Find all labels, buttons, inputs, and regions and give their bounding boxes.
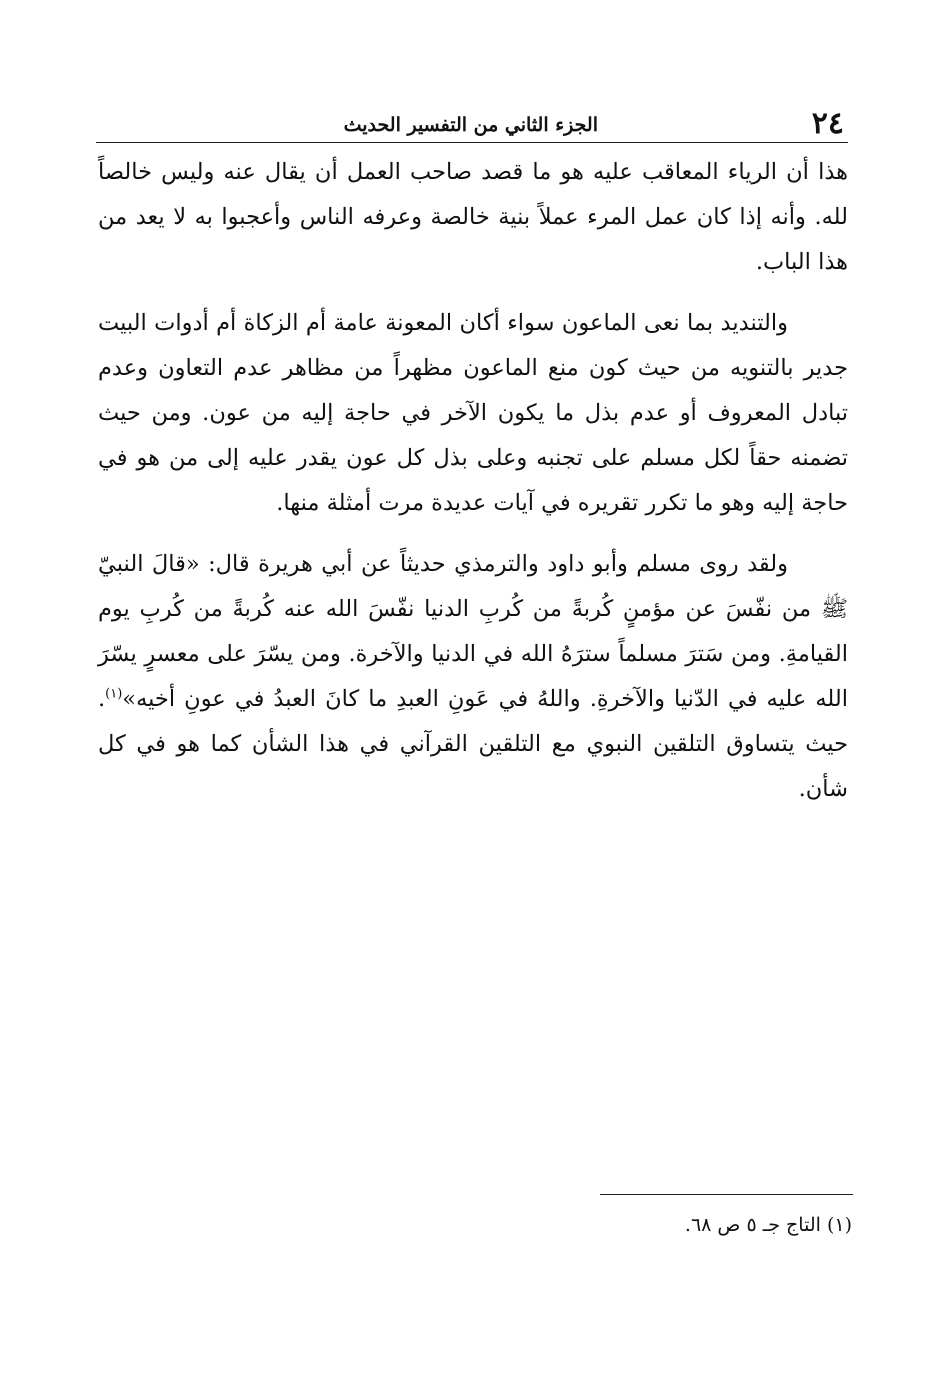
hadith-text: ولقد روى مسلم وأبو داود والترمذي حديثاً عن أبي هريرة قال: «قالَ النبيّ ﷺ من نفّسَ عن مؤمنٍ كُربةً من كُربِ الدنيا نفّسَ الله عنه كُربةً من كُربِ يوم القيامةِ. ومن سَترَ مسلماً سترَهُ الله في الدنيا والآخرة. ومن يسّرَ على معسرٍ يسّرَ الله عليه في الدّنيا والآخرةِ. واللهُ في عَونِ العبدِ ما كانَ العبدُ في عونِ أخيه» [98,551,848,712]
body-text [98,150,848,828]
running-title: الجزء الثاني من التفسير الحديث [343,114,598,136]
paragraph-1: هذا أن الرياء المعاقب عليه هو ما قصد صاحب العمل أن يقال عنه وليس خالصاً لله. وأنه إذا كان عمل المرء عملاً بنية خالصة وعرفه الناس وأعجبوا به لا يعد من هذا الباب. [98,159,848,275]
footnote: (١) التاج جـ ٥ ص ٦٨. [684,1214,852,1236]
paragraph-3 [98,542,848,812]
footnote-rule [600,1194,853,1195]
header-rule [96,142,848,143]
page-number: ٢٤ [811,106,844,141]
paragraph-3-tail: . حيث يتساوق التلقين النبوي مع التلقين القرآني في هذا الشأن كما هو في كل شأن. [98,686,848,802]
footnote-marker: (١) [105,686,123,702]
page-header [96,106,848,142]
paragraph-2: والتنديد بما نعى الماعون سواء أكان المعونة عامة أم الزكاة أم أدوات البيت جدير بالتنويه من حيث كون منع الماعون مظهراً من مظاهر عدم التعاون وعدم تبادل المعروف أو عدم بذل ما يكون الآخر في حاجة إليه من عون. ومن حيث تضمنه حقاً لكل مسلم على تجنبه وعلى بذل كل عون يقدر عليه إلى من هو في حاجة إليه وهو ما تكرر تقريره في آيات عديدة مرت أمثلة منها. [98,310,848,516]
